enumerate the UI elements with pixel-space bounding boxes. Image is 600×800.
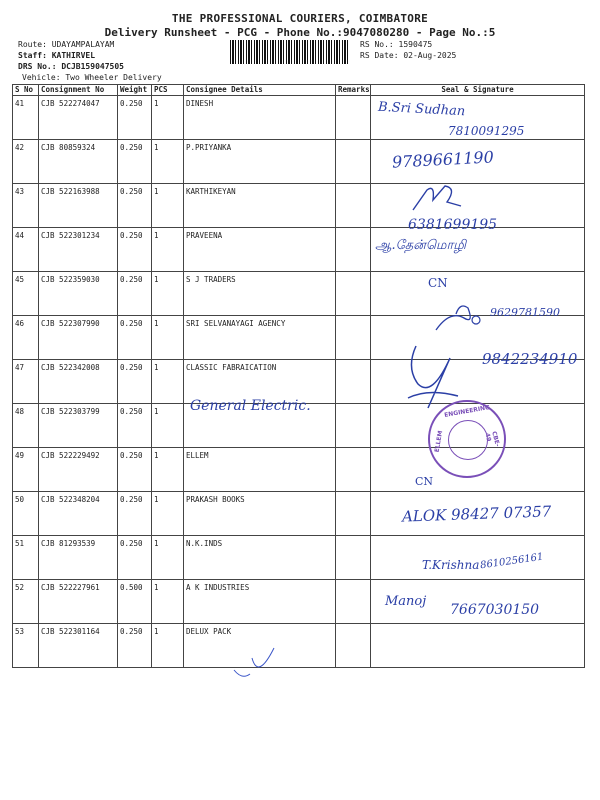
cell-sno: 42 xyxy=(13,140,39,184)
col-header: Consignee Details xyxy=(184,85,336,96)
cell-sno: 46 xyxy=(13,316,39,360)
cell-weight: 0.250 xyxy=(118,404,152,448)
cell-weight: 0.250 xyxy=(118,316,152,360)
cell-cno: CJB 522227961 xyxy=(39,580,118,624)
cell-consignee: KARTHIKEYAN xyxy=(184,184,336,228)
company-title: THE PROFESSIONAL COURIERS, COIMBATORE xyxy=(171,12,429,25)
cell-sno: 51 xyxy=(13,536,39,580)
cell-sno: 53 xyxy=(13,624,39,668)
cell-weight: 0.500 xyxy=(118,580,152,624)
cell-weight: 0.250 xyxy=(118,360,152,404)
cell-weight: 0.250 xyxy=(118,272,152,316)
barcode xyxy=(230,40,350,64)
tamil-signature-44: ஆ.தேன்மொழி xyxy=(375,238,467,253)
cell-consignee: N.K.INDS xyxy=(184,536,336,580)
col-header: Consignment No xyxy=(39,85,118,96)
cell-consignee: DINESH xyxy=(184,96,336,140)
cell-sno: 45 xyxy=(13,272,39,316)
phone-42: 9789661190 xyxy=(391,147,495,172)
cell-pcs: 1 xyxy=(152,96,184,140)
runsheet-subtitle: Delivery Runsheet - PCG - Phone No.:9047080280 - Page No.:5 xyxy=(104,26,496,39)
cell-remarks xyxy=(336,536,371,580)
signature-52: T.Krishna xyxy=(422,558,480,572)
cell-cno: CJB 522301234 xyxy=(39,228,118,272)
phone-46: 9629781590 xyxy=(490,306,560,319)
cell-remarks xyxy=(336,272,371,316)
cell-sno: 48 xyxy=(13,404,39,448)
cell-remarks xyxy=(336,404,371,448)
phone-53: 7667030150 xyxy=(450,602,540,618)
consignee-48-handwritten: General Electric. xyxy=(190,398,311,414)
seal-left-text: ELLEM xyxy=(433,430,445,453)
table-row xyxy=(13,624,585,668)
cell-remarks xyxy=(336,140,371,184)
cell-weight: 0.250 xyxy=(118,536,152,580)
table-row xyxy=(13,228,585,272)
cell-pcs: 1 xyxy=(152,624,184,668)
cell-cno: CJB 522163988 xyxy=(39,184,118,228)
runsheet-table xyxy=(12,84,585,668)
drs-number: DRS No.: DCJB159047505 xyxy=(18,62,124,71)
vehicle-text: Vehicle: Two Wheeler Delivery xyxy=(22,73,162,82)
route-text: Route: UDAYAMPALAYAM xyxy=(18,40,115,49)
cell-remarks xyxy=(336,316,371,360)
cell-pcs: 1 xyxy=(152,360,184,404)
cell-weight: 0.250 xyxy=(118,492,152,536)
cell-remarks xyxy=(336,360,371,404)
cell-cno: CJB 522274047 xyxy=(39,96,118,140)
cell-consignee: ELLEM xyxy=(184,448,336,492)
staff-text: Staff: KATHIRVEL xyxy=(18,51,96,60)
cell-cno: CJB 522229492 xyxy=(39,448,118,492)
cell-pcs: 1 xyxy=(152,404,184,448)
cell-consignee: P.PRIYANKA xyxy=(184,140,336,184)
col-header: S No xyxy=(13,85,39,96)
signature-46 xyxy=(430,300,490,340)
cell-sno: 49 xyxy=(13,448,39,492)
phone-52: 8610256161 xyxy=(479,551,545,572)
cell-cno: CJB 522359030 xyxy=(39,272,118,316)
cell-sno: 47 xyxy=(13,360,39,404)
cell-consignee: SRI SELVANAYAGI AGENCY xyxy=(184,316,336,360)
cell-consignee: PRAKASH BOOKS xyxy=(184,492,336,536)
cell-pcs: 1 xyxy=(152,580,184,624)
signature-41: B.Sri Sudhan xyxy=(377,99,466,120)
pen-scribble xyxy=(230,640,290,685)
cell-weight: 0.250 xyxy=(118,228,152,272)
cell-cno: CJB 522307990 xyxy=(39,316,118,360)
cell-consignee: CLASSIC FABRAICATION xyxy=(184,360,336,404)
cell-remarks xyxy=(336,624,371,668)
signature-53: Manoj xyxy=(385,594,427,609)
seal-top-text: ENGINEERING xyxy=(443,404,491,419)
col-header: PCS xyxy=(152,85,184,96)
cell-pcs: 1 xyxy=(152,272,184,316)
company-seal xyxy=(428,400,506,478)
cell-remarks xyxy=(336,448,371,492)
cell-pcs: 1 xyxy=(152,140,184,184)
rs-number: RS No.: 1590475 xyxy=(360,40,433,49)
signature-43 xyxy=(405,180,470,220)
cell-weight: 0.250 xyxy=(118,184,152,228)
cell-cno: CJB 522301164 xyxy=(39,624,118,668)
cell-seal-signature xyxy=(371,624,585,668)
cell-cno: CJB 81293539 xyxy=(39,536,118,580)
cell-cno: CJB 522342008 xyxy=(39,360,118,404)
table-header-row xyxy=(13,85,585,96)
table-row xyxy=(13,140,585,184)
rs-date: RS Date: 02-Aug-2025 xyxy=(360,51,457,60)
cell-sno: 52 xyxy=(13,580,39,624)
col-header: Remarks xyxy=(336,85,371,96)
cell-consignee: DELUX PACK xyxy=(184,624,336,668)
cell-consignee: A K INDUSTRIES xyxy=(184,580,336,624)
cell-remarks xyxy=(336,228,371,272)
cell-pcs: 1 xyxy=(152,448,184,492)
cell-cno: CJB 522348204 xyxy=(39,492,118,536)
col-header: Weight xyxy=(118,85,152,96)
cell-cno: CJB 80859324 xyxy=(39,140,118,184)
cell-pcs: 1 xyxy=(152,184,184,228)
cell-weight: 0.250 xyxy=(118,448,152,492)
cn-mark-50: CN xyxy=(415,475,434,488)
phone-47: 9842234910 xyxy=(482,350,578,368)
cell-pcs: 1 xyxy=(152,492,184,536)
seal-right-text: CBE-49 xyxy=(483,430,501,448)
cn-mark-45: CN xyxy=(428,276,448,290)
cell-remarks xyxy=(336,492,371,536)
col-header: Seal & Signature xyxy=(371,85,585,96)
cell-cno: CJB 522303799 xyxy=(39,404,118,448)
cell-weight: 0.250 xyxy=(118,96,152,140)
cell-sno: 44 xyxy=(13,228,39,272)
cell-pcs: 1 xyxy=(152,228,184,272)
cell-consignee: S J TRADERS xyxy=(184,272,336,316)
cell-remarks xyxy=(336,580,371,624)
table-row xyxy=(13,184,585,228)
cell-pcs: 1 xyxy=(152,536,184,580)
cell-sno: 50 xyxy=(13,492,39,536)
cell-sno: 43 xyxy=(13,184,39,228)
cell-remarks xyxy=(336,184,371,228)
handwriting-51: ALOK 98427 07357 xyxy=(401,502,552,526)
cell-sno: 41 xyxy=(13,96,39,140)
cell-consignee: PRAVEENA xyxy=(184,228,336,272)
cell-remarks xyxy=(336,96,371,140)
phone-44: 6381699195 xyxy=(408,217,498,233)
cell-weight: 0.250 xyxy=(118,140,152,184)
cell-weight: 0.250 xyxy=(118,624,152,668)
phone-41: 7810091295 xyxy=(448,124,525,138)
cell-pcs: 1 xyxy=(152,316,184,360)
